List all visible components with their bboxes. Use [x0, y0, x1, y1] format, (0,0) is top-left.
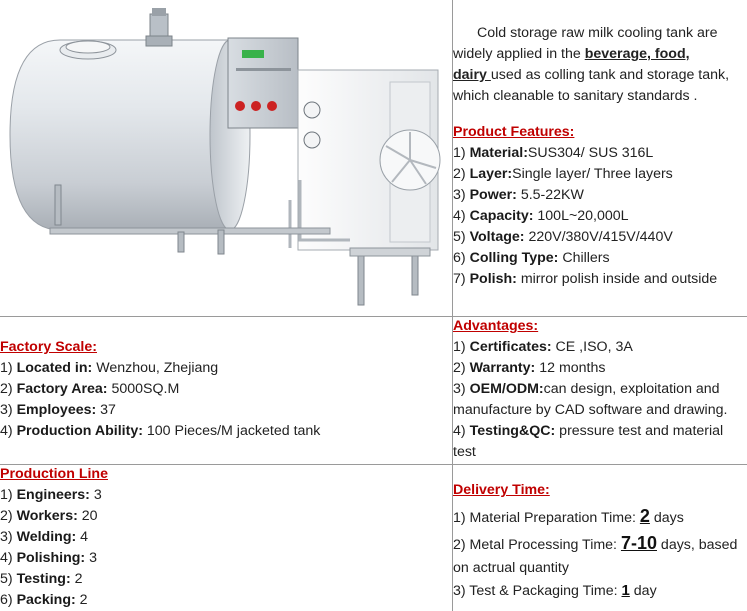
- feature-item-4: 4) Capacity: 100L~20,000L: [453, 208, 629, 224]
- production-cell: [0, 464, 108, 611]
- intro-line-2: widely applied in the beverage, food,: [453, 46, 690, 62]
- production-item-4: 4) Polishing: 3: [0, 550, 97, 566]
- delivery-cell: [453, 480, 737, 603]
- production-item-1: 1) Engineers: 3: [0, 487, 102, 503]
- feature-item-2: 2) Layer:Single layer/ Three layers: [453, 166, 673, 182]
- production-item-6: 6) Packing: 2: [0, 592, 88, 608]
- advantage-item-3-cont: manufacture by CAD software and drawing.: [453, 402, 728, 418]
- feature-item-6: 6) Colling Type: Chillers: [453, 250, 610, 266]
- factory-list: [0, 358, 320, 442]
- factory-item-1: 1) Located in: Wenzhou, Zhejiang: [0, 360, 219, 376]
- advantage-item-3: 3) OEM/ODM:can design, exploitation and: [453, 381, 720, 397]
- delivery-item-2-cont: on actrual quantity: [453, 560, 569, 576]
- delivery-item-1: 1) Material Preparation Time: 2 days: [453, 506, 684, 526]
- advantage-item-2: 2) Warranty: 12 months: [453, 360, 606, 376]
- factory-item-3: 3) Employees: 37: [0, 402, 116, 418]
- production-item-5: 5) Testing: 2: [0, 571, 83, 587]
- delivery-item-2: 2) Metal Processing Time: 7-10 days, based: [453, 533, 738, 553]
- product-image: [0, 0, 452, 316]
- features-list: [453, 143, 717, 290]
- feature-item-3: 3) Power: 5.5-22KW: [453, 187, 584, 203]
- intro-line-3: dairy used as colling tank and storage tank,: [453, 67, 730, 83]
- feature-item-5: 5) Voltage: 220V/380V/415V/440V: [453, 229, 673, 245]
- advantage-item-4: 4) Testing&QC: pressure test and material: [453, 423, 724, 439]
- intro-line-1: Cold storage raw milk cooling tank are: [477, 25, 718, 41]
- features-cell: [453, 122, 717, 290]
- production-heading: Production Line: [0, 466, 108, 482]
- delivery-heading: Delivery Time:: [453, 482, 550, 498]
- factory-heading: Factory Scale:: [0, 339, 97, 355]
- advantages-heading: Advantages:: [453, 318, 539, 334]
- advantage-item-4-cont: test: [453, 444, 476, 460]
- intro-cell: [453, 23, 743, 107]
- advantage-item-1: 1) Certificates: CE ,ISO, 3A: [453, 339, 633, 355]
- factory-cell: [0, 337, 320, 442]
- production-item-2: 2) Workers: 20: [0, 508, 98, 524]
- factory-item-2: 2) Factory Area: 5000SQ.M: [0, 381, 180, 397]
- beverage-food-link[interactable]: beverage, food,: [584, 46, 690, 62]
- intro-line-4: which cleanable to sanitary standards .: [453, 88, 698, 104]
- feature-item-7: 7) Polish: mirror polish inside and outside: [453, 271, 718, 287]
- row-divider-2: [0, 464, 747, 465]
- dairy-link[interactable]: dairy: [453, 67, 491, 83]
- delivery-item-3: 3) Test & Packaging Time: 1 day: [453, 582, 657, 599]
- features-heading: Product Features:: [453, 124, 575, 140]
- production-item-3: 3) Welding: 4: [0, 529, 89, 545]
- production-list: [0, 485, 108, 611]
- feature-item-1: 1) Material:SUS304/ SUS 316L: [453, 145, 654, 161]
- milk-cooling-tank-illustration: [0, 0, 452, 316]
- factory-item-4: 4) Production Ability: 100 Pieces/M jacketed tank: [0, 423, 321, 439]
- advantages-cell: [453, 316, 727, 463]
